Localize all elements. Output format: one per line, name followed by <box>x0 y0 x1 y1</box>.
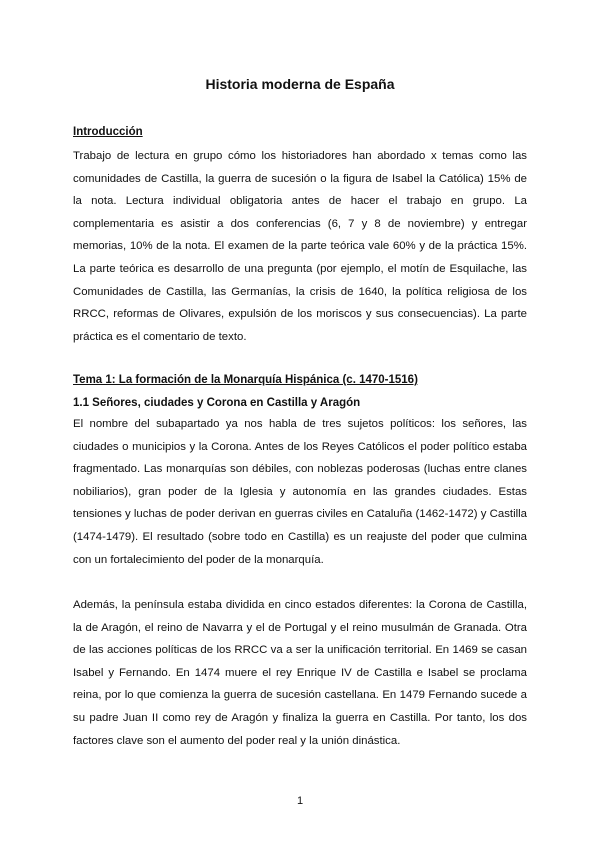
tema1-body-2 <box>73 594 527 752</box>
document-title: Historia moderna de España <box>205 76 395 92</box>
intro-heading: Introducción <box>73 126 143 138</box>
intro-section <box>73 124 527 140</box>
tema1-paragraph-2: Además, la península estaba dividida en cinco estados diferentes: la Corona de Castilla, la de Aragón, el reino de Navarra y el de Portugal y el reino musulmán de Granada. Otra de las acciones políticas de los RRCC va a ser la unificación territorial. En 1469 se casan Isabel y Fernando. En 1474 muere el rey Enrique IV de Castilla e Isabel se proclama reina, por lo que comienza la guerra de sucesión castellana. En 1479 Fernando sucede a su padre Juan II como rey de Aragón y finaliza la guerra en Castilla. Por tanto, los dos factores clave son el aumento del poder real y la unión dinástica. <box>73 599 527 747</box>
tema1-subsection <box>73 395 527 411</box>
tema1-section <box>73 372 527 388</box>
page-number: 1 <box>296 795 304 807</box>
intro-paragraph: Trabajo de lectura en grupo cómo los historiadores han abordado x temas como las comunidades de Castilla, la guerra de sucesión o la figura de Isabel la Católica) 15% de la nota. Lectura individual obligatoria antes de hacer el trabajo en grupo. La complementaria es asistir a dos conferencias (6, 7 y 8 de noviembre) y entregar memorias, 10% de la nota. El examen de la parte teórica vale 60% y de la práctica 15%. La parte teórica es desarrollo de una pregunta (por ejemplo, el motín de Esquilache, las Comunidades de Castilla, las Germanías, la crisis de 1640, la política religiosa de los RRCC, reformas de Olivares, expulsión de los moriscos y sus consecuencias). La parte práctica es el comentario de texto. <box>73 150 527 343</box>
tema1-heading: Tema 1: La formación de la Monarquía Hispánica (c. 1470-1516) <box>73 374 418 386</box>
tema1-paragraph-1: El nombre del subapartado ya nos habla de tres sujetos políticos: los señores, las ciudades o municipios y la Corona. Antes de los Reyes Católicos el poder político estaba fragmentado. Las monarquías son débiles, con noblezas poderosas (luchas entre clanes nobiliarios), gran poder de la Iglesia y autonomía en las grandes ciudades. Estas tensiones y luchas de poder derivan en guerras civiles en Cataluña (1462-1472) y Castilla (1474-1479). El resultado (sobre todo en Castilla) es un reajuste del poder que culmina con un fortalecimiento del poder de la monarquía. <box>73 418 527 566</box>
intro-body <box>73 145 527 348</box>
tema1-subheading: 1.1 Señores, ciudades y Corona en Castilla y Aragón <box>73 397 361 409</box>
tema1-body-1 <box>73 413 527 571</box>
